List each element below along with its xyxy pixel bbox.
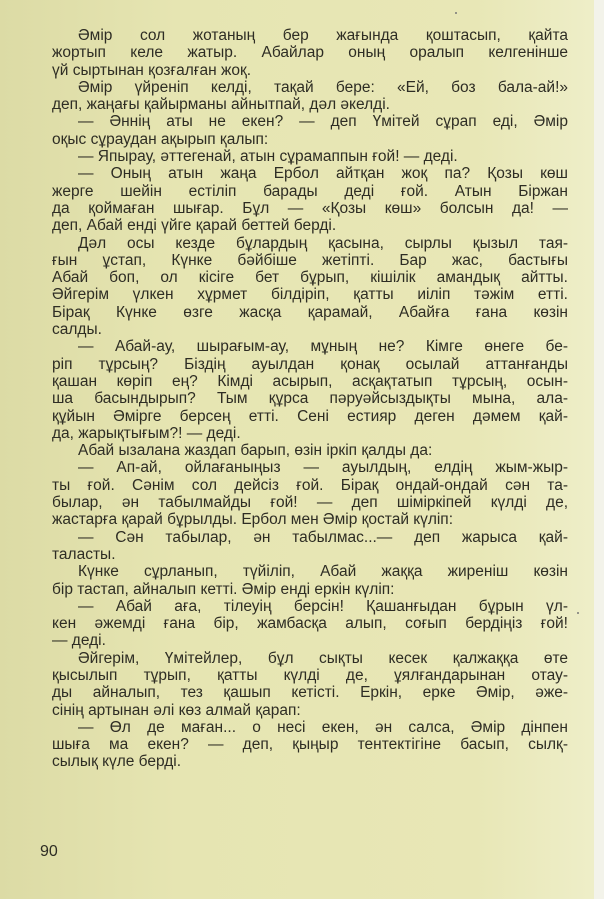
text-line: — Ап-ай, ойлағаныңыз — ауылдың, елдің жым-жыр- bbox=[78, 459, 568, 477]
text-line: Күнке сұрланып, түйіліп, Абай жаққа жиреніш көзін bbox=[78, 563, 568, 581]
text-line: құйын Әмірге берсең етті. Сені естияр деген дәмем қай- bbox=[52, 407, 568, 425]
text-line: Әмір үйреніп келді, тақай бере: «Ей, боз бала-ай!» bbox=[78, 78, 568, 96]
text-line: Дәл осы кезде бұлардың қасына, сырлы қызыл тая- bbox=[78, 234, 568, 252]
text-line: ты ғой. Сәнім сол дейсіз ғой. Бірақ ондай-ондай сән та- bbox=[52, 476, 568, 494]
text-line: — Сән табылар, ән табылмас...— деп жарыса қай- bbox=[78, 528, 568, 546]
text-line: Әйгерім, Үмітейлер, бұл сықты кесек қалжаққа өте bbox=[78, 649, 568, 667]
text-line: — Абай-ау, шырағым-ау, мұның не? Кімге өнеге бе- bbox=[78, 338, 568, 356]
text-line: ды айналып, тез қашып кетісті. Еркін, ерке Әмір, әже- bbox=[52, 684, 568, 702]
text-line: оқыс сұраудан ақырып қалып: bbox=[52, 130, 269, 148]
print-speck bbox=[455, 12, 457, 14]
text-line: таласты. bbox=[52, 545, 116, 563]
text-line: жастарға қарай бұрылды. Ербол мен Әмір қостай күліп: bbox=[52, 511, 454, 529]
text-line: деп, жаңағы қайырманы айнытпай, дәл әкелді. bbox=[52, 96, 390, 114]
text-line: — Әннің аты не екен? — деп Үмітей сұрап еді, Әмір bbox=[78, 113, 568, 131]
text-line: қашан көріп ең? Кімді асырып, асқақтатып тұрсың, осын- bbox=[52, 372, 568, 390]
text-line: Бірақ Күнке өзге жасқа қарамай, Абайға ғана көзін bbox=[52, 303, 568, 321]
text-line: үй сыртынан қозғалған жоқ. bbox=[52, 61, 252, 79]
text-line: жерге шейін естіліп барады деді ғой. Атын Біржан bbox=[52, 182, 568, 200]
text-line: былар, ән табылмайды ғой! — деп шіміркіпей күлді де, bbox=[52, 494, 568, 512]
text-line: жортып келе жатыр. Абайлар оның оралып келгенінше bbox=[52, 44, 568, 62]
text-line: ріп тұрсың? Біздің ауылдан қонақ осылай аттанғанды bbox=[52, 355, 568, 373]
text-line: Абай боп, ол кісіге бет бұрып, кішілік амандық айтты. bbox=[52, 269, 568, 287]
page-body-text bbox=[52, 27, 568, 771]
text-line: — Абай аға, тілеуің берсін! Қашанғыдан бұрын үл- bbox=[78, 597, 568, 615]
text-line: ғын ұстап, Күнке бәйбіше жетіпті. Бар жас, бастығы bbox=[52, 251, 568, 269]
text-line: Әйгерім үлкен хұрмет білдіріп, қатты иіліп тәжім етті. bbox=[52, 286, 568, 304]
text-line: деп, Абай енді үйге қарай беттей берді. bbox=[52, 217, 337, 235]
text-line: сылық күле берді. bbox=[52, 753, 182, 771]
text-line: сінің артынан әлі көз алмай қарап: bbox=[52, 701, 301, 719]
print-speck bbox=[577, 612, 579, 614]
text-line: қысылып тұрып, қатты күлді де, ұялғандарынан отау- bbox=[52, 666, 568, 684]
text-line: бір тастап, айналып кетті. Әмір енді еркін күліп: bbox=[52, 580, 395, 598]
text-line: салды. bbox=[52, 321, 102, 339]
text-line: — Оның атын жаңа Ербол айтқан жоқ па? Қозы көш bbox=[78, 165, 568, 183]
text-line: кен әжемді ғана бір, жамбасқа алып, соғып бердіңіз ғой! bbox=[52, 615, 568, 633]
text-line: Әмір сол жотаның бер жағында қоштасып, қайта bbox=[78, 27, 568, 44]
text-line: да қоймаған шығар. Бұл — «Қозы көш» болсын да! — bbox=[52, 199, 568, 217]
text-line: — Өл де маған... о несі екен, ән салса, Әмір дінпен bbox=[78, 718, 568, 736]
text-line: ша басындырып? Тым құрса пәруәйсыздықты мына, ала- bbox=[52, 390, 568, 408]
text-line: — деді. bbox=[52, 632, 106, 650]
text-line: шыға ма екен? — деп, қыңыр тентектігіне басып, сылқ- bbox=[52, 736, 568, 754]
text-line: — Япырау, әттегенай, атын сұрамаппын ғой! — деді. bbox=[78, 148, 458, 166]
text-line: Абай ызалана жаздап барып, өзін іркіп қалды да: bbox=[78, 442, 433, 460]
text-line: да, жарықтығым?! — деді. bbox=[52, 424, 241, 442]
page-number: 90 bbox=[40, 843, 58, 860]
